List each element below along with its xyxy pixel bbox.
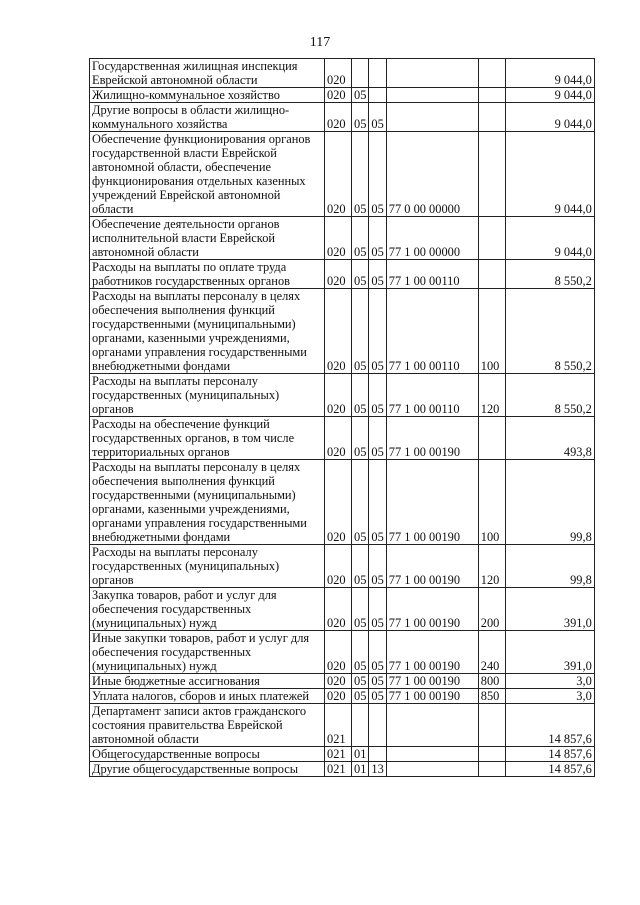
row-ved: 020 xyxy=(325,289,352,374)
row-ved: 021 xyxy=(325,704,352,747)
row-csr: 77 1 00 00190 xyxy=(386,674,478,689)
row-sum: 493,8 xyxy=(505,417,594,460)
table-row xyxy=(90,674,595,689)
row-sum: 9 044,0 xyxy=(505,217,594,260)
row-ved: 021 xyxy=(325,762,352,777)
row-rz: 01 xyxy=(352,747,369,762)
page-number: 117 xyxy=(309,35,331,50)
row-name: Расходы на выплаты персоналу в целях обеспечения выполнения функций государственными (муниципальными) органами, казенными учреждениями, органами управления государственными внебюджетными фондами xyxy=(90,289,325,374)
table-row xyxy=(90,747,595,762)
row-pr: 05 xyxy=(369,132,386,217)
row-rz: 05 xyxy=(352,417,369,460)
row-rz: 05 xyxy=(352,545,369,588)
row-vr: 120 xyxy=(478,374,505,417)
table-row xyxy=(90,103,595,132)
row-sum: 9 044,0 xyxy=(505,59,594,88)
row-sum: 9 044,0 xyxy=(505,132,594,217)
row-rz: 05 xyxy=(352,631,369,674)
row-pr: 05 xyxy=(369,260,386,289)
row-ved: 020 xyxy=(325,103,352,132)
row-pr: 05 xyxy=(369,289,386,374)
row-csr: 77 1 00 00190 xyxy=(386,631,478,674)
row-rz: 05 xyxy=(352,88,369,103)
row-csr: 77 1 00 00190 xyxy=(386,460,478,545)
row-name: Жилищно-коммунальное хозяйство xyxy=(90,88,325,103)
row-pr: 05 xyxy=(369,588,386,631)
row-sum: 99,8 xyxy=(505,460,594,545)
row-pr: 05 xyxy=(369,103,386,132)
table-row xyxy=(90,545,595,588)
row-csr xyxy=(386,88,478,103)
row-name: Другие вопросы в области жилищно-коммунального хозяйства xyxy=(90,103,325,132)
table-row xyxy=(90,588,595,631)
row-sum: 391,0 xyxy=(505,588,594,631)
row-name: Расходы на выплаты персоналу государственных (муниципальных) органов xyxy=(90,545,325,588)
row-vr: 800 xyxy=(478,674,505,689)
row-rz: 01 xyxy=(352,762,369,777)
row-pr: 05 xyxy=(369,545,386,588)
table-row xyxy=(90,132,595,217)
table-row xyxy=(90,689,595,704)
row-name: Закупка товаров, работ и услуг для обеспечения государственных (муниципальных) нужд xyxy=(90,588,325,631)
row-name: Обеспечение деятельности органов исполнительной власти Еврейской автономной области xyxy=(90,217,325,260)
row-sum: 8 550,2 xyxy=(505,289,594,374)
row-sum: 3,0 xyxy=(505,689,594,704)
row-ved: 020 xyxy=(325,59,352,88)
row-name: Иные закупки товаров, работ и услуг для обеспечения государственных (муниципальных) нужд xyxy=(90,631,325,674)
row-vr xyxy=(478,417,505,460)
row-name: Общегосударственные вопросы xyxy=(90,747,325,762)
row-pr: 05 xyxy=(369,631,386,674)
row-vr xyxy=(478,762,505,777)
row-ved: 020 xyxy=(325,545,352,588)
row-rz: 05 xyxy=(352,217,369,260)
row-ved: 020 xyxy=(325,374,352,417)
row-pr: 13 xyxy=(369,762,386,777)
row-csr: 77 1 00 00190 xyxy=(386,588,478,631)
row-rz: 05 xyxy=(352,289,369,374)
row-vr xyxy=(478,59,505,88)
row-pr xyxy=(369,704,386,747)
budget-table xyxy=(89,58,595,777)
row-csr xyxy=(386,704,478,747)
table-row xyxy=(90,289,595,374)
row-sum: 8 550,2 xyxy=(505,260,594,289)
table-row xyxy=(90,260,595,289)
row-pr: 05 xyxy=(369,217,386,260)
row-sum: 14 857,6 xyxy=(505,762,594,777)
row-vr xyxy=(478,88,505,103)
row-vr xyxy=(478,217,505,260)
row-sum: 8 550,2 xyxy=(505,374,594,417)
row-sum: 391,0 xyxy=(505,631,594,674)
row-rz xyxy=(352,704,369,747)
row-vr xyxy=(478,747,505,762)
row-csr: 77 1 00 00190 xyxy=(386,417,478,460)
row-name: Расходы на обеспечение функций государственных органов, в том числе территориальных органов xyxy=(90,417,325,460)
row-csr: 77 1 00 00000 xyxy=(386,217,478,260)
row-pr xyxy=(369,747,386,762)
row-pr: 05 xyxy=(369,460,386,545)
row-ved: 020 xyxy=(325,588,352,631)
budget-table-body xyxy=(90,59,595,777)
table-row xyxy=(90,460,595,545)
row-pr xyxy=(369,88,386,103)
row-rz: 05 xyxy=(352,374,369,417)
row-rz: 05 xyxy=(352,689,369,704)
row-vr: 100 xyxy=(478,460,505,545)
row-vr: 100 xyxy=(478,289,505,374)
row-rz: 05 xyxy=(352,132,369,217)
row-csr xyxy=(386,762,478,777)
row-sum: 14 857,6 xyxy=(505,747,594,762)
row-name: Департамент записи актов гражданского состояния правительства Еврейской автономной области xyxy=(90,704,325,747)
row-sum: 3,0 xyxy=(505,674,594,689)
row-name: Расходы на выплаты персоналу государственных (муниципальных) органов xyxy=(90,374,325,417)
row-sum: 9 044,0 xyxy=(505,103,594,132)
row-ved: 020 xyxy=(325,674,352,689)
row-ved: 020 xyxy=(325,88,352,103)
row-sum: 14 857,6 xyxy=(505,704,594,747)
row-vr: 850 xyxy=(478,689,505,704)
row-csr xyxy=(386,59,478,88)
row-sum: 99,8 xyxy=(505,545,594,588)
row-csr: 77 0 00 00000 xyxy=(386,132,478,217)
row-csr: 77 1 00 00110 xyxy=(386,374,478,417)
row-name: Другие общегосударственные вопросы xyxy=(90,762,325,777)
row-csr xyxy=(386,103,478,132)
row-ved: 020 xyxy=(325,417,352,460)
row-ved: 020 xyxy=(325,217,352,260)
row-ved: 020 xyxy=(325,631,352,674)
row-csr: 77 1 00 00190 xyxy=(386,545,478,588)
row-name: Иные бюджетные ассигнования xyxy=(90,674,325,689)
table-row xyxy=(90,762,595,777)
row-rz: 05 xyxy=(352,260,369,289)
row-name: Уплата налогов, сборов и иных платежей xyxy=(90,689,325,704)
row-ved: 020 xyxy=(325,460,352,545)
row-pr: 05 xyxy=(369,417,386,460)
table-row xyxy=(90,704,595,747)
row-vr xyxy=(478,260,505,289)
table-row xyxy=(90,217,595,260)
row-csr: 77 1 00 00110 xyxy=(386,289,478,374)
row-ved: 020 xyxy=(325,689,352,704)
row-rz xyxy=(352,59,369,88)
row-ved: 020 xyxy=(325,260,352,289)
row-csr xyxy=(386,747,478,762)
row-pr: 05 xyxy=(369,674,386,689)
row-vr xyxy=(478,103,505,132)
row-csr: 77 1 00 00110 xyxy=(386,260,478,289)
table-row xyxy=(90,631,595,674)
row-rz: 05 xyxy=(352,103,369,132)
row-pr xyxy=(369,59,386,88)
row-rz: 05 xyxy=(352,460,369,545)
row-vr xyxy=(478,132,505,217)
table-row xyxy=(90,417,595,460)
table-row xyxy=(90,374,595,417)
row-ved: 020 xyxy=(325,132,352,217)
table-row xyxy=(90,59,595,88)
row-vr xyxy=(478,704,505,747)
row-ved: 021 xyxy=(325,747,352,762)
row-rz: 05 xyxy=(352,588,369,631)
row-name: Расходы на выплаты по оплате труда работников государственных органов xyxy=(90,260,325,289)
row-pr: 05 xyxy=(369,689,386,704)
row-csr: 77 1 00 00190 xyxy=(386,689,478,704)
row-rz: 05 xyxy=(352,674,369,689)
row-sum: 9 044,0 xyxy=(505,88,594,103)
row-pr: 05 xyxy=(369,374,386,417)
row-vr: 120 xyxy=(478,545,505,588)
row-vr: 240 xyxy=(478,631,505,674)
table-row xyxy=(90,88,595,103)
row-name: Государственная жилищная инспекция Еврейской автономной области xyxy=(90,59,325,88)
row-vr: 200 xyxy=(478,588,505,631)
row-name: Обеспечение функционирования органов государственной власти Еврейской автономной области, обеспечение функционирования отдельных казенных учреждений Еврейской автономной области xyxy=(90,132,325,217)
row-name: Расходы на выплаты персоналу в целях обеспечения выполнения функций государственными (муниципальными) органами, казенными учреждениями, органами управления государственными внебюджетными фондами xyxy=(90,460,325,545)
